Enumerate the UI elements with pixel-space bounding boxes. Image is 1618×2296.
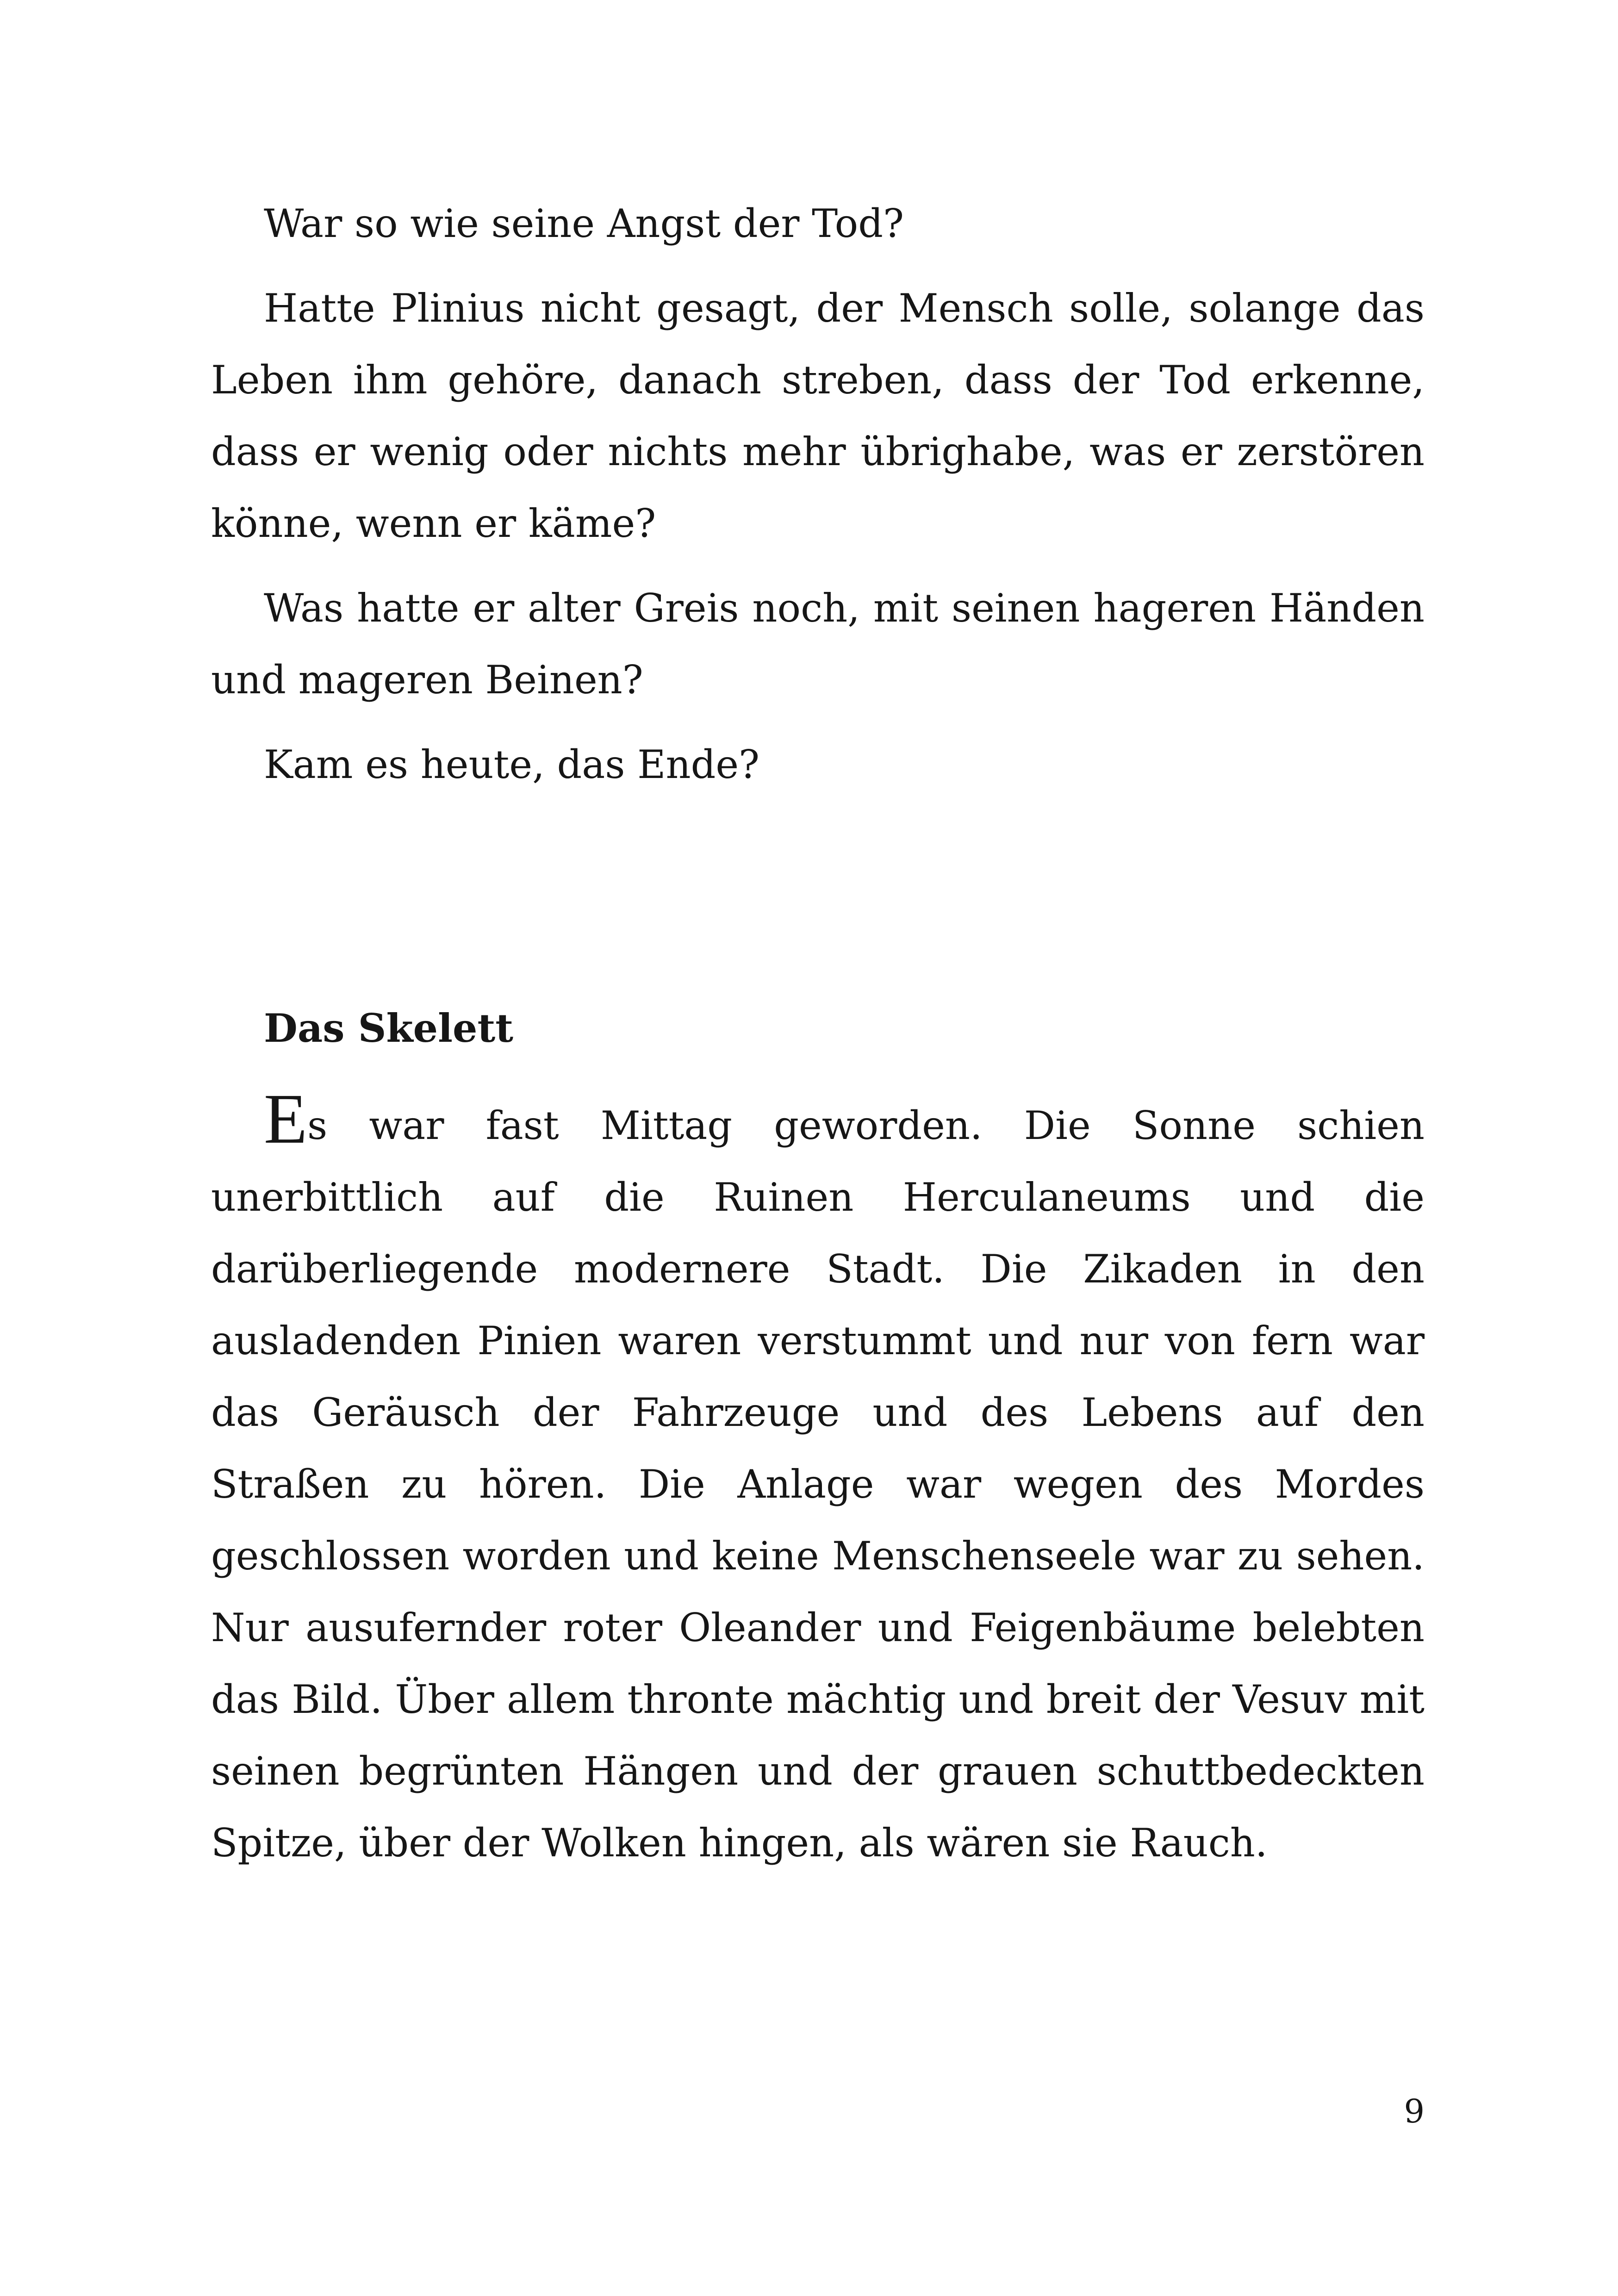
book-page [211,188,1425,1879]
chapter-heading: Das Skelett [264,1005,514,1051]
dropcap: E [264,1080,308,1158]
paragraph-1: War so wie seine Angst der Tod? [264,201,904,246]
page-number: 9 [1404,2092,1425,2130]
paragraph-4: Kam es heute, das Ende? [264,742,760,787]
chapter-paragraph [211,1080,1425,1879]
text-block [211,188,1425,801]
chapter-paragraph-text: s war fast Mittag geworden. Die Sonne schien unerbittlich auf die Ruinen Herculaneums und die darüberliegende modernere Stadt. Die Zikaden in den ausladenden Pinien waren verstummt und nur von fern war das Geräusch der Fahrzeuge und des Lebens auf den Straßen zu hören. Die Anlage war wegen des Mordes geschlossen worden und keine Menschenseele war zu sehen. Nur ausufernder roter Oleander und Feigenbäume belebten das Bild. Über allem thronte mächtig und breit der Vesuv mit seinen begrünten Hängen und der grauen schuttbedeckten Spitze, über der Wolken hingen, als wären sie Rauch. [211,1103,1425,1866]
paragraph-3: Was hatte er alter Greis noch, mit seinen hageren Händen und mageren Beinen? [211,585,1425,703]
chapter-text [211,1080,1425,1879]
paragraph-2: Hatte Plinius nicht gesagt, der Mensch solle, solange das Leben ihm gehöre, danach streben, dass der Tod erkenne, dass er wenig oder nichts mehr übrighabe, was er zerstören könne, wenn er käme? [211,286,1425,546]
